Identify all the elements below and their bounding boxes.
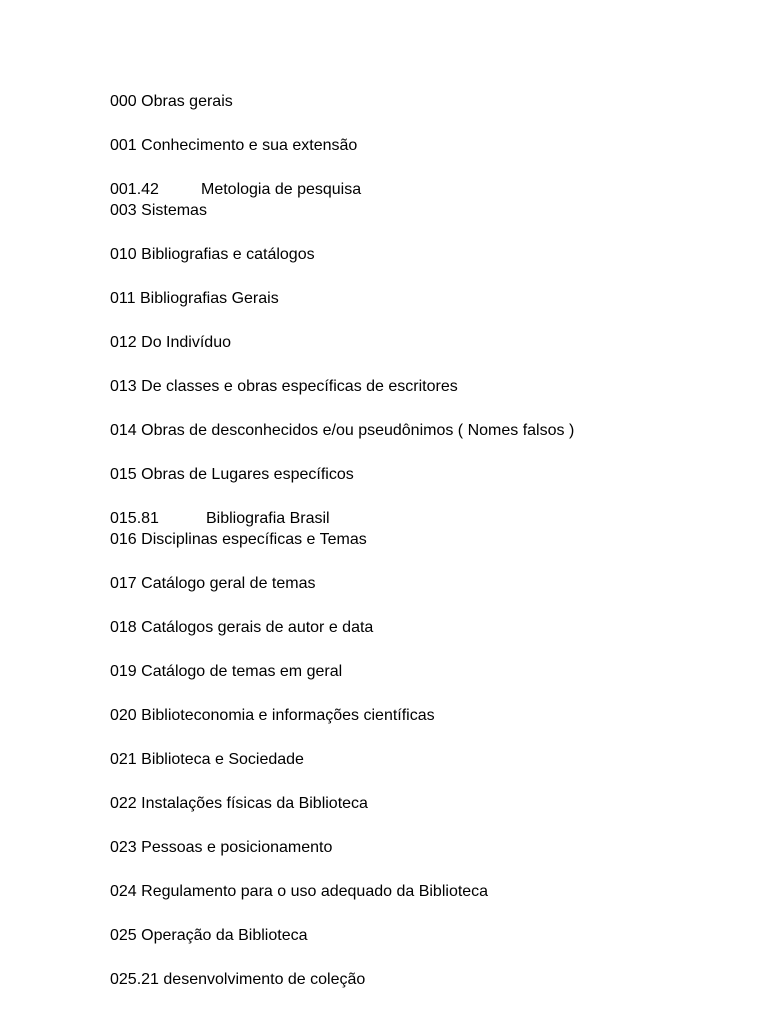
class-code: 020 bbox=[110, 707, 137, 724]
class-code: 019 bbox=[110, 663, 137, 680]
class-code: 023 bbox=[110, 839, 137, 856]
class-description: Bibliografias Gerais bbox=[139, 290, 279, 307]
class-code: 000 bbox=[110, 93, 137, 110]
class-code: 001.42 bbox=[110, 181, 159, 198]
class-description: Obras de Lugares específicos bbox=[141, 466, 354, 483]
list-item bbox=[110, 92, 233, 112]
list-item bbox=[110, 333, 231, 353]
class-description: Regulamento para o uso adequado da Biblioteca bbox=[141, 883, 489, 900]
class-code: 010 bbox=[110, 246, 137, 263]
list-item bbox=[110, 136, 357, 156]
list-item bbox=[110, 509, 330, 529]
list-item bbox=[110, 794, 368, 814]
class-description: Conhecimento e sua extensão bbox=[141, 137, 358, 154]
class-description: Metologia de pesquisa bbox=[201, 181, 362, 198]
class-code: 001 bbox=[110, 137, 137, 154]
class-code: 017 bbox=[110, 575, 137, 592]
list-item bbox=[110, 289, 279, 309]
list-item bbox=[110, 618, 373, 638]
class-description: Biblioteca e Sociedade bbox=[141, 751, 304, 768]
class-description: Obras gerais bbox=[141, 93, 233, 110]
list-item bbox=[110, 201, 207, 221]
list-item bbox=[110, 882, 488, 902]
class-description: Catálogos gerais de autor e data bbox=[141, 619, 374, 636]
list-item bbox=[110, 970, 365, 990]
class-code: 012 bbox=[110, 334, 137, 351]
class-code: 015 bbox=[110, 466, 137, 483]
class-code: 025.21 bbox=[110, 971, 159, 988]
list-item bbox=[110, 530, 367, 550]
list-item bbox=[110, 245, 315, 265]
list-item bbox=[110, 377, 458, 397]
class-code: 014 bbox=[110, 422, 137, 439]
class-code: 015.81 bbox=[110, 510, 159, 527]
class-description: Bibliografia Brasil bbox=[206, 510, 330, 527]
list-item bbox=[110, 465, 354, 485]
class-description: desenvolvimento de coleção bbox=[163, 971, 366, 988]
class-description: Instalações físicas da Biblioteca bbox=[141, 795, 368, 812]
class-code: 022 bbox=[110, 795, 137, 812]
class-description: Obras de desconhecidos e/ou pseudônimos ( Nomes falsos ) bbox=[141, 422, 575, 439]
list-item bbox=[110, 926, 307, 946]
list-item bbox=[110, 662, 342, 682]
class-description: Pessoas e posicionamento bbox=[141, 839, 333, 856]
list-item bbox=[110, 838, 332, 858]
class-code: 025 bbox=[110, 927, 137, 944]
class-description: Bibliografias e catálogos bbox=[141, 246, 315, 263]
class-description: De classes e obras específicas de escritores bbox=[141, 378, 458, 395]
list-item bbox=[110, 421, 574, 441]
class-description: Catálogo geral de temas bbox=[141, 575, 316, 592]
class-description: Catálogo de temas em geral bbox=[141, 663, 343, 680]
class-code: 021 bbox=[110, 751, 137, 768]
list-item bbox=[110, 706, 435, 726]
list-item bbox=[110, 750, 304, 770]
class-code: 003 bbox=[110, 202, 137, 219]
class-code: 018 bbox=[110, 619, 137, 636]
class-description: Sistemas bbox=[141, 202, 207, 219]
class-description: Biblioteconomia e informações científicas bbox=[141, 707, 435, 724]
class-code: 024 bbox=[110, 883, 137, 900]
class-description: Operação da Biblioteca bbox=[141, 927, 308, 944]
class-code: 011 bbox=[110, 290, 136, 307]
class-description: Disciplinas específicas e Temas bbox=[141, 531, 367, 548]
list-item bbox=[110, 574, 315, 594]
class-code: 016 bbox=[110, 531, 137, 548]
class-description: Do Indivíduo bbox=[141, 334, 231, 351]
class-code: 013 bbox=[110, 378, 137, 395]
list-item bbox=[110, 180, 361, 200]
